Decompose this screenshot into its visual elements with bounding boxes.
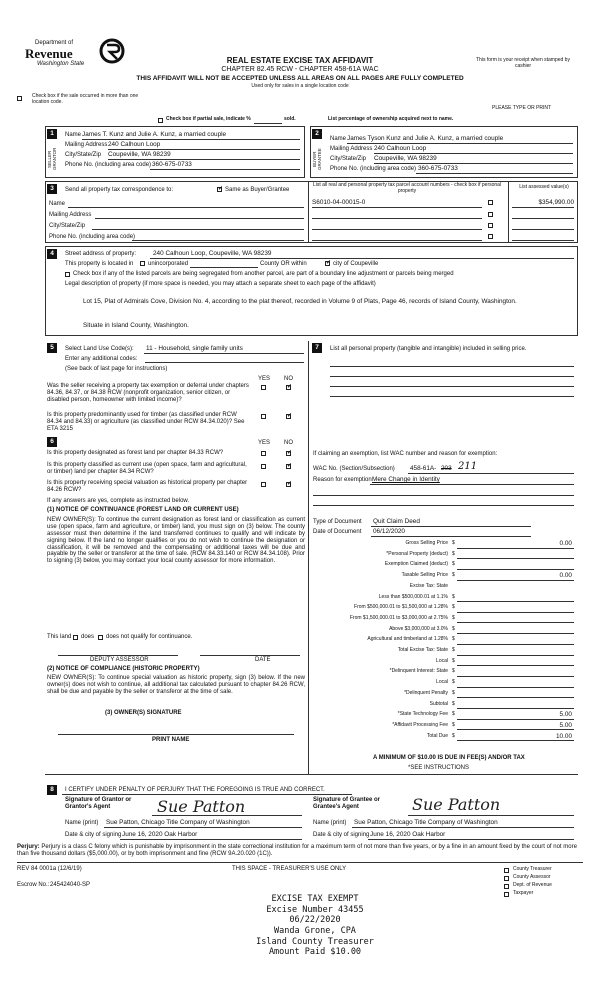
sec6-q2: Is this property classified as current use (open space, farm and agricultural, or timber) land per chapter 84.34 RCW? [47, 462, 247, 475]
section-4-number: 4 [47, 249, 57, 259]
street-address[interactable]: 240 Calhoun Loop, Coupeville, WA 98239 [153, 250, 272, 257]
escrow-label: Escrow No.: [17, 882, 50, 888]
assessed-value[interactable]: $354,990.00 [538, 199, 574, 206]
dollar-sign: $ [452, 625, 455, 632]
tax-row-value[interactable]: 0.00 [559, 540, 572, 547]
tax-row-value[interactable]: 5.00 [559, 711, 572, 719]
doc-type[interactable]: Quit Claim Deed [373, 518, 420, 525]
deputy-assessor-label: DEPUTY ASSESSOR [90, 657, 149, 663]
pct-ownership: List percentage of ownership acquired next to name. [328, 116, 454, 122]
dor-logo-icon [99, 38, 125, 64]
dollar-sign: $ [452, 689, 455, 696]
perjury-notice [17, 844, 583, 858]
please-type: PLEASE TYPE OR PRINT [492, 105, 552, 111]
perjury-text: Perjury is a class C felony which is punishable by imprisonment in the state correctional institution for a maximum term of not more than five years, or by a fine in an amount fixed by the court of not more than five thousand dollars ($5,000.00), or by both imprisonment and fine (RCW 9A.20.020 (1C)). [17, 844, 577, 857]
dollar-sign: $ [452, 636, 455, 643]
seller-side-label: SELLER GRANTOR [47, 147, 58, 171]
dollar-sign: $ [452, 679, 455, 686]
notice1-title: (1) NOTICE OF CONTINUANCE (FOREST LAND OR CURRENT USE) [47, 507, 239, 513]
tax-row-label: *Delinquent Interest: State [389, 668, 448, 675]
tax-row-label: Subtotal [429, 700, 448, 707]
tax-row-line [457, 687, 574, 688]
parcel-number[interactable]: S6010-04-00015-0 [312, 199, 366, 206]
dept-line3: Washington State [37, 61, 85, 67]
buyer-phone[interactable]: 360-675-0733 [418, 165, 458, 172]
copy-checkbox[interactable] [504, 868, 509, 873]
used-only: Used only for sales in a single location code [251, 83, 349, 89]
sec5-no-header: NO [284, 376, 293, 382]
personal-property-checkbox-2[interactable] [488, 212, 493, 217]
grantor-name-label: Name (print) [65, 820, 99, 826]
copy-label: Taxpayer [513, 890, 534, 896]
print-name-label: PRINT NAME [152, 737, 190, 743]
tax-row-label: From $500,000.01 to $1,500,000 at 1.28% [354, 604, 448, 611]
tax-row-line [457, 622, 574, 623]
escrow-number: 245424040-SP [50, 882, 91, 888]
sec3-name-label: Name [49, 201, 66, 207]
sec3-phone-label: Phone No. (including area code) [49, 234, 136, 240]
this-land-label: This land [47, 634, 72, 640]
tax-row-label: Excise Tax: State [409, 582, 448, 589]
minimum-due-note: A MINIMUM OF $10.00 IS DUE IN FEE(S) AND/OR TAX [373, 755, 525, 761]
buyer-side-label: BUYER GRANTEE [312, 148, 323, 170]
perjury-label: Perjury: [17, 844, 40, 850]
tax-row-value[interactable]: 10.00 [556, 732, 572, 740]
partial-sold: sold. [284, 116, 296, 122]
doc-type-label: Type of Document [313, 519, 362, 525]
tax-row-label: Taxable Selling Price [401, 572, 448, 579]
grantee-name[interactable]: Sue Patton, Chicago Title Company of Washington [354, 819, 498, 826]
sec6-q1-no[interactable] [286, 451, 291, 456]
section-3-number: 3 [47, 184, 57, 194]
seller-mailing[interactable]: 240 Calhoun Loop [108, 141, 161, 148]
city-of-label: city of Coupeville [333, 261, 379, 267]
county-or-label: County OR within [260, 261, 307, 267]
buyer-name-label: Name [330, 136, 347, 142]
section-5-number: 5 [47, 343, 57, 353]
section-6-number: 6 [47, 437, 57, 447]
sec6-q3-yes[interactable] [261, 482, 266, 487]
sec6-q3-no[interactable] [286, 482, 291, 487]
grantee-sig-label: Signature of Grantee or Grantee's Agent [313, 797, 381, 810]
dollar-sign: $ [452, 604, 455, 611]
tax-row-label: *Affidavit Processing Fee [392, 721, 448, 728]
copy-checkbox[interactable] [504, 892, 509, 897]
grantee-date-city[interactable]: June 16, 2020 Oak Harbor [370, 831, 446, 838]
stamp-line3: 06/22/2020 [289, 915, 341, 926]
stamp-line4: Wanda Grone, CPA [274, 925, 356, 936]
sec3-mailing-label: Mailing Address [49, 212, 92, 218]
legal-description[interactable]: Lot 15, Plat of Admirals Cove, Division No. 4, according to the plat thereof, recorded in Volume 9 of Plats, Page 46, records of Island County, Washington. [83, 298, 517, 305]
wac-handwritten[interactable]: 211 [458, 461, 478, 472]
buyer-mailing-label: Mailing Address [330, 146, 373, 152]
dollar-sign: $ [452, 647, 455, 653]
partial-sale-label: Check box if partial sale, indicate % [166, 116, 251, 122]
sec6-q1-yes[interactable] [261, 451, 266, 456]
partial-sale-checkbox[interactable] [158, 118, 163, 123]
assessed-header: List assessed value(s) [519, 184, 569, 190]
section-8-number: 8 [47, 785, 57, 795]
same-as-buyer-checkbox[interactable] [217, 187, 222, 192]
same-as-buyer-label: Same as Buyer/Grantee [225, 187, 290, 193]
stamp-line1: EXCISE TAX EXEMPT [271, 894, 359, 904]
tax-row-line [457, 548, 574, 549]
multi-location-label: Check box if the sale occurred in more than one location code. [32, 93, 139, 105]
dept-line1: Department of [35, 40, 74, 46]
rev-number: REV 84 0001a (12/6/19) [17, 866, 82, 872]
stamp-line2: Excise Number 43455 [266, 904, 364, 915]
street-label: Street address of property: [65, 251, 137, 257]
unincorporated-label: unincorporated [148, 261, 189, 267]
grantor-date-label: Date & city of signing [65, 832, 122, 838]
tax-row-label: Less than $500,000.01 at 1.1% [378, 593, 448, 600]
tax-row-line [457, 655, 574, 656]
dept-line2: Revenue [25, 46, 73, 61]
grantee-name-label: Name (print) [313, 820, 347, 826]
grantor-name[interactable]: Sue Patton, Chicago Title Company of Washington [106, 819, 250, 826]
grantee-signature: Sue Patton [412, 795, 501, 814]
send-correspondence-label: Send all property tax correspondence to: [65, 187, 174, 193]
owner-signature-label: (3) OWNER(S) SIGNATURE [105, 710, 182, 716]
see-instructions: *SEE INSTRUCTIONS [408, 765, 470, 771]
grantor-sig-label: Signature of Grantor or Grantor's Agent [65, 797, 132, 810]
tax-row-line [457, 580, 574, 581]
personal-property-label: List all personal property (tangible and intangible) included in selling price. [330, 346, 527, 352]
tax-row-value[interactable]: 0.00 [559, 572, 572, 580]
notice1-text: NEW OWNER(S): To continue the current designation as forest land or classification as current use (open space, farm and agriculture, or timber) land, you must sign on (3) below. The county assessor must then determine if the land transferred continues to qualify and will indicate by signing below. If the land no longer qualifies or you do not wish to continue the designation or classification, it will be removed and the compensating or additional taxes will be due and payable by the seller or transferor at the time of sale. (RCW 84.33.140 or RCW 84.34.108). Prior to signing (3) below, you may contact your local county assessor for more information. [47, 517, 305, 565]
personal-property-checkbox-3[interactable] [488, 223, 493, 228]
doc-date-label: Date of Document [313, 529, 362, 535]
dollar-sign: $ [452, 732, 455, 739]
tax-row-line [457, 633, 574, 634]
seller-city-label: City/State/Zip [65, 152, 102, 158]
unincorporated-checkbox[interactable] [140, 261, 145, 266]
treasurer-use: THIS SPACE - TREASURER'S USE ONLY [232, 866, 347, 872]
section-7-number: 7 [312, 343, 322, 353]
sec6-q2-yes[interactable] [261, 464, 266, 469]
buyer-phone-label: Phone No. (including area code) [330, 166, 417, 172]
stamp-line6: Amount Paid $10.00 [268, 947, 362, 958]
seller-phone-label: Phone No. (including area code) [65, 162, 152, 168]
dor-logo [25, 38, 125, 72]
dollar-sign: $ [452, 593, 455, 600]
exemption-claim-label: If claiming an exemption, list WAC number and reason for exemption: [313, 451, 498, 457]
copy-label: County Treasurer [513, 866, 552, 872]
sec6-yes-header: YES [258, 440, 271, 446]
additional-codes-label: Enter any additional codes: [65, 356, 138, 362]
wac-prefix[interactable]: 458-61A- [410, 465, 437, 472]
copy-label: Dept. of Revenue [513, 882, 552, 888]
land-does-not-checkbox[interactable] [98, 635, 103, 640]
sec6-if-yes: If any answers are yes, complete as instructed below. [47, 498, 190, 504]
seller-phone[interactable]: 360-675-0733 [152, 161, 192, 168]
sec6-q3: Is this property receiving special valuation as historical property per chapter 84.26 RCW? [47, 480, 248, 493]
seller-city[interactable]: Coupeville, WA 98239 [108, 151, 171, 158]
tax-row-line [457, 676, 574, 677]
wac-label: WAC No. (Section/Subsection) [313, 466, 395, 472]
legal-description-label: Legal description of property (if more space is needed, you may attach a separate sheet to each page of the affidavit) [65, 281, 376, 287]
notice2-text: NEW OWNER(S): To continue special valuation as historic property, sign (3) below. If the new owner(s) does not wish to continue, all additional tax calculated pursuant to chapter 84.26 RCW, shall be due and payable by the seller or transferor at the time of sale. [47, 675, 305, 695]
see-back: (See back of last page for instructions) [65, 366, 168, 372]
dollar-sign: $ [452, 614, 455, 621]
seller-name[interactable]: James T. Kunz and Julie A. Kunz, a married couple [82, 131, 227, 138]
tax-row-line [457, 558, 574, 559]
stamp-line5: Island County Treasurer [256, 936, 374, 947]
tax-row-label: Local [436, 657, 448, 664]
situate-text[interactable]: Situate in Island County, Washington. [83, 322, 189, 329]
buyer-name[interactable]: James Tyson Kunz and Julie A. Kunz, a married couple [347, 135, 504, 142]
tax-row-label: Total Excise Tax: State [397, 647, 448, 653]
copy-checkbox[interactable] [504, 876, 509, 881]
buyer-city[interactable]: Coupeville, WA 98239 [374, 155, 437, 162]
tax-row-label: Total Due [426, 732, 448, 739]
form-title: REAL ESTATE EXCISE TAX AFFIDAVIT [226, 56, 374, 65]
land-does-not-label: does not qualify for continuance. [106, 634, 193, 640]
dollar-sign: $ [452, 550, 455, 557]
dollar-sign: $ [452, 668, 455, 675]
sec5-q2-yes[interactable] [261, 414, 266, 419]
sec3-city-label: City/State/Zip [49, 223, 86, 229]
tax-row-label: Above $3,000,000 at 3.0% [389, 625, 448, 632]
tax-row-line [457, 719, 574, 720]
grantee-date-label: Date & city of signing [313, 832, 370, 838]
reason-label: Reason for exemption [313, 477, 372, 483]
deputy-date-label: DATE [255, 657, 271, 663]
sec5-q1-yes[interactable] [261, 385, 266, 390]
tax-row-line [457, 601, 574, 602]
tax-row-line [457, 665, 574, 666]
tax-row-label: Local [436, 679, 448, 686]
tax-row-label: Exemption Claimed (deduct) [384, 561, 448, 568]
notice2-title: (2) NOTICE OF COMPLIANCE (HISTORIC PROPERTY) [47, 666, 200, 672]
sec6-q2-no[interactable] [286, 464, 291, 469]
receipt-note: This form is your receipt when stamped by cashier [476, 57, 570, 69]
within-city-checkbox[interactable] [325, 261, 330, 266]
land-does-label: does [81, 634, 95, 640]
seller-name-label: Name [65, 132, 82, 138]
section-1-number: 1 [47, 129, 57, 139]
tax-row-line [457, 729, 574, 730]
wac-struck: 203 [441, 465, 452, 472]
buyer-city-label: City/State/Zip [330, 156, 367, 162]
dollar-sign: $ [452, 561, 455, 568]
dollar-sign: $ [452, 711, 455, 718]
tax-row-label: *Personal Property (deduct) [386, 550, 448, 557]
seller-mailing-label: Mailing Address [65, 142, 108, 148]
sec6-q1: Is this property designated as forest land per chapter 84.33 RCW? [47, 450, 224, 456]
treasurer-stamp [235, 894, 395, 958]
buyer-mailing[interactable]: 240 Calhoun Loop [374, 145, 427, 152]
sec5-q2-no[interactable] [286, 414, 291, 419]
tax-row-line [457, 697, 574, 698]
land-does-checkbox[interactable] [73, 635, 78, 640]
personal-property-checkbox-4[interactable] [488, 234, 493, 239]
tax-row-line [457, 569, 574, 570]
section-2-number: 2 [312, 129, 322, 139]
located-label: This property is located in [65, 261, 134, 267]
dollar-sign: $ [452, 657, 455, 664]
dollar-sign: $ [452, 540, 455, 546]
sec5-q2: Is this property predominantly used for timber (as classified under RCW 84.34 and 84.33) or agriculture (as classified under RCW 84.34.020)? See ETA 3215 [47, 412, 245, 432]
form-warning: THIS AFFIDAVIT WILL NOT BE ACCEPTED UNLESS ALL AREAS ON ALL PAGES ARE FULLY COMPLETED [136, 75, 464, 82]
segregated-label: Check box if any of the listed parcels are being segregated from another parcel, are part of a boundary line adjustment or parcels being merged [73, 271, 454, 277]
personal-property-checkbox-1[interactable] [488, 200, 493, 205]
tax-row-label: Gross Selling Price [405, 540, 448, 546]
dollar-sign: $ [452, 721, 455, 728]
sec5-yes-header: YES [258, 376, 271, 382]
parcel-header: List all real and personal property tax parcel account numbers - check box if personal property [312, 182, 502, 194]
grantor-signature: Sue Patton [157, 797, 246, 816]
dollar-sign: $ [452, 700, 455, 707]
tax-row-label: *Delinquent Penalty [404, 689, 448, 696]
tax-row-line [457, 708, 574, 709]
segregated-checkbox[interactable] [65, 272, 70, 277]
dollar-sign: $ [452, 572, 455, 579]
tax-row-label: Agricultural and timberland at 1.28% [367, 636, 448, 643]
multi-location-checkbox[interactable] [17, 96, 22, 101]
tax-row-label: From $1,500,000.01 to $3,000,000 at 2.75% [349, 614, 448, 621]
land-use-label: Select Land Use Code(s): [65, 346, 134, 352]
doc-date[interactable]: 06/12/2020 [373, 528, 405, 535]
tax-row-line [457, 740, 574, 741]
land-use-code[interactable]: 11 - Household, single family units [146, 345, 243, 352]
copy-label: County Assessor [513, 874, 551, 880]
tax-row-line [457, 612, 574, 613]
exemption-reason[interactable]: Mere Change in Identity [372, 476, 440, 483]
tax-row-line [457, 644, 574, 645]
tax-row-value[interactable]: 5.00 [559, 721, 572, 729]
sec5-q1-no[interactable] [286, 385, 291, 390]
grantor-date-city[interactable]: June 16, 2020 Oak Harbor [122, 831, 198, 838]
certify-statement: I CERTIFY UNDER PENALTY OF PERJURY THAT THE FOREGOING IS TRUE AND CORRECT. [65, 787, 325, 793]
copy-checkbox[interactable] [504, 884, 509, 889]
form-chapter: CHAPTER 82.45 RCW - CHAPTER 458-61A WAC [221, 66, 379, 73]
sec5-q1: Was the seller receiving a property tax exemption or deferral under chapters 84.36, 84.37, or 84.38 RCW (nonprofit organization, senior citizen, or disabled person, homeowner with limited income)? [47, 383, 249, 403]
sec6-no-header: NO [284, 440, 293, 446]
tax-row-label: *State Technology Fee [397, 711, 448, 718]
